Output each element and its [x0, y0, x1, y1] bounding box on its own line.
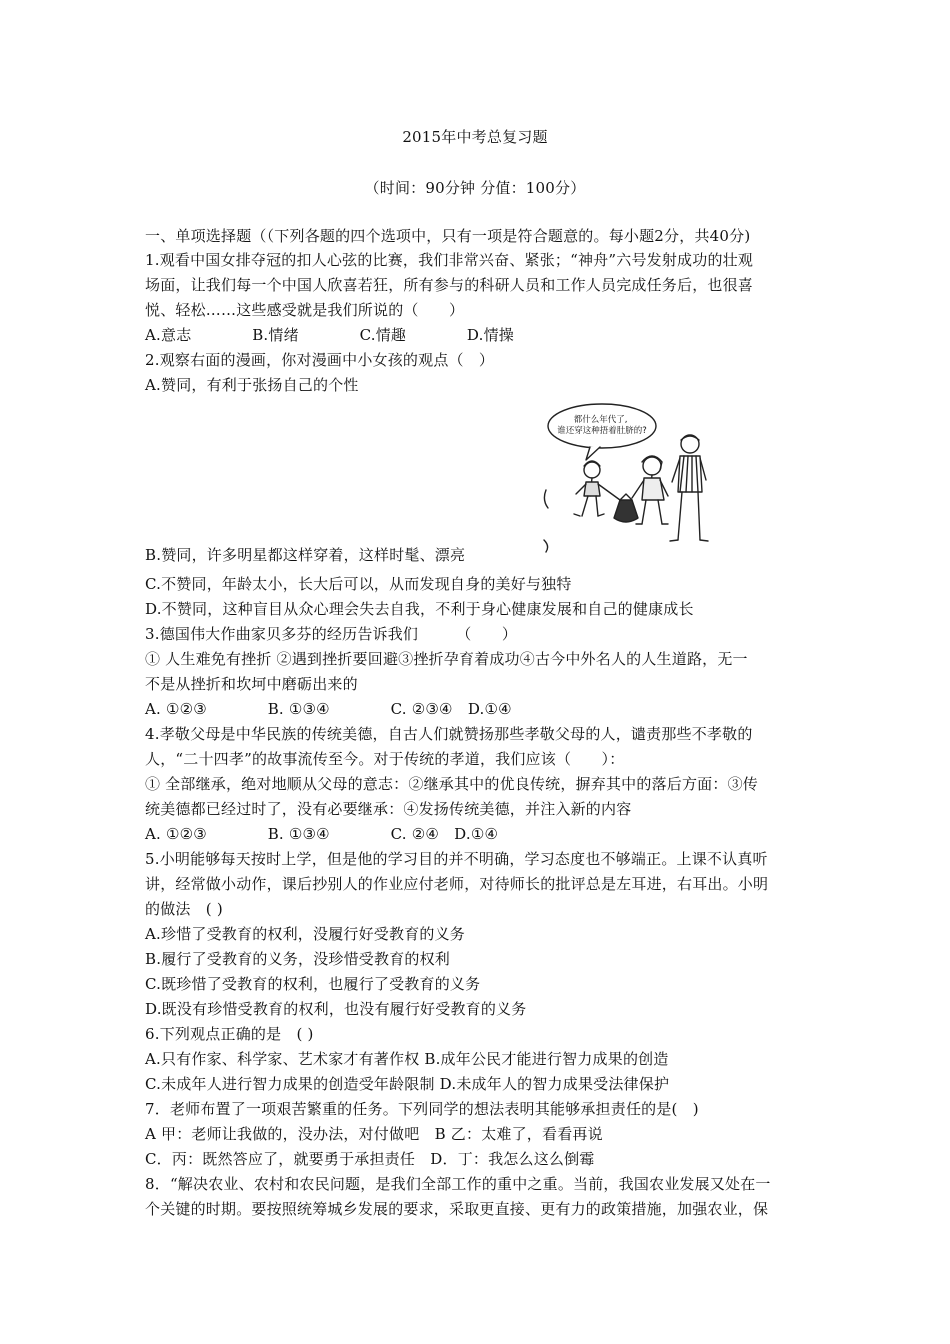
text-line: C.不赞同，年龄太小，长大后可以，从而发现自身的美好与独特 — [145, 575, 572, 593]
cartoon-illustration — [540, 400, 730, 560]
text-line: 个关键的时期。要按照统筹城乡发展的要求，采取更直接、更有力的政策措施，加强农业，保 — [145, 1200, 769, 1218]
text-line: ① 人生难免有挫折 ②遇到挫折要回避③挫折孕育着成功④古今中外名人的人生道路，无一 — [145, 650, 748, 668]
text-line: A 甲：老师让我做的，没办法，对付做吧 B 乙：太难了，看看再说 — [145, 1125, 603, 1143]
text-line: C.未成年人进行智力成果的创造受年龄限制 D.未成年人的智力成果受法律保护 — [145, 1075, 670, 1093]
text-line: A.只有作家、科学家、艺术家才有著作权 B.成年公民才能进行智力成果的创造 — [145, 1050, 669, 1068]
text-line: 场面，让我们每一个中国人欣喜若狂，所有参与的科研人员和工作人员完成任务后，也很喜 — [145, 276, 754, 294]
text-line: 统美德都已经过时了，没有必要继承：④发扬传统美德，并注入新的内容 — [145, 800, 632, 818]
text-line: 的做法 ( ) — [145, 900, 223, 918]
text-line: A.意志 B.情绪 C.情趣 D.情操 — [145, 326, 514, 344]
text-line: D.不赞同，这种盲目从众心理会失去自我，不利于身心健康发展和自己的健康成长 — [145, 600, 694, 618]
text-line: A. ①②③ B. ①③④ C. ②③④ D.①④ — [145, 700, 512, 718]
text-line: 5.小明能够每天按时上学，但是他的学习目的并不明确，学习态度也不够端正。上课不认真听 — [145, 850, 768, 868]
exam-time-score: （时间：90分钟 分值：100分） — [364, 179, 586, 197]
text-line: C.既珍惜了受教育的权利，也履行了受教育的义务 — [145, 975, 481, 993]
text-line: 讲，经常做小动作，课后抄别人的作业应付老师，对待师长的批评总是左耳进，右耳出。小明 — [145, 875, 769, 893]
cartoon-speech-text: 都什么年代了, 谁还穿这种捂着肚脐的? — [557, 415, 647, 436]
text-line: 7．老师布置了一项艰苦繁重的任务。下列同学的想法表明其能够承担责任的是( ) — [145, 1100, 699, 1118]
text-line: 1.观看中国女排夺冠的扣人心弦的比赛，我们非常兴奋、紧张；“神舟”六号发射成功的壮观 — [145, 251, 754, 269]
text-line: B.履行了受教育的义务，没珍惜受教育的权利 — [145, 950, 450, 968]
text-line: C．丙：既然答应了，就要勇于承担责任 D．丁：我怎么这么倒霉 — [145, 1150, 595, 1168]
text-line: A.珍惜了受教育的权利，没履行好受教育的义务 — [145, 925, 466, 943]
text-line: 6.下列观点正确的是 ( ) — [145, 1025, 314, 1043]
page-title: 2015年中考总复习题 — [402, 128, 548, 146]
text-line: 人，“二十四孝”的故事流传至今。对于传统的孝道，我们应该（ ）： — [145, 750, 625, 768]
text-line: 2.观察右面的漫画，你对漫画中小女孩的观点（ ） — [145, 351, 495, 369]
text-line: ① 全部继承，绝对地顺从父母的意志：②继承其中的优良传统，摒弃其中的落后方面：③传 — [145, 775, 758, 793]
text-line: A.赞同，有利于张扬自己的个性 — [145, 376, 359, 394]
text-line: D.既没有珍惜受教育的权利，也没有履行好受教育的义务 — [145, 1000, 527, 1018]
text-line: B.赞同，许多明星都这样穿着，这样时髦、漂亮 — [145, 546, 466, 564]
text-line: 3.德国伟大作曲家贝多芬的经历告诉我们 （ ） — [145, 625, 518, 643]
text-line: A. ①②③ B. ①③④ C. ②④ D.①④ — [145, 825, 499, 843]
text-line: 4.孝敬父母是中华民族的传统美德，自古人们就赞扬那些孝敬父母的人，谴责那些不孝敬的 — [145, 725, 753, 743]
text-line: 不是从挫折和坎坷中磨砺出来的 — [145, 675, 358, 693]
text-line: 8．“解决农业、农村和农民问题，是我们全部工作的重中之重。当前，我国农业发展又处在一 — [145, 1175, 771, 1193]
section-heading: 一、单项选择题（（下列各题的四个选项中，只有一项是符合题意的。每小题2分，共40分) — [145, 227, 751, 245]
text-line: 悦、轻松……这些感受就是我们所说的（ ） — [145, 301, 465, 319]
